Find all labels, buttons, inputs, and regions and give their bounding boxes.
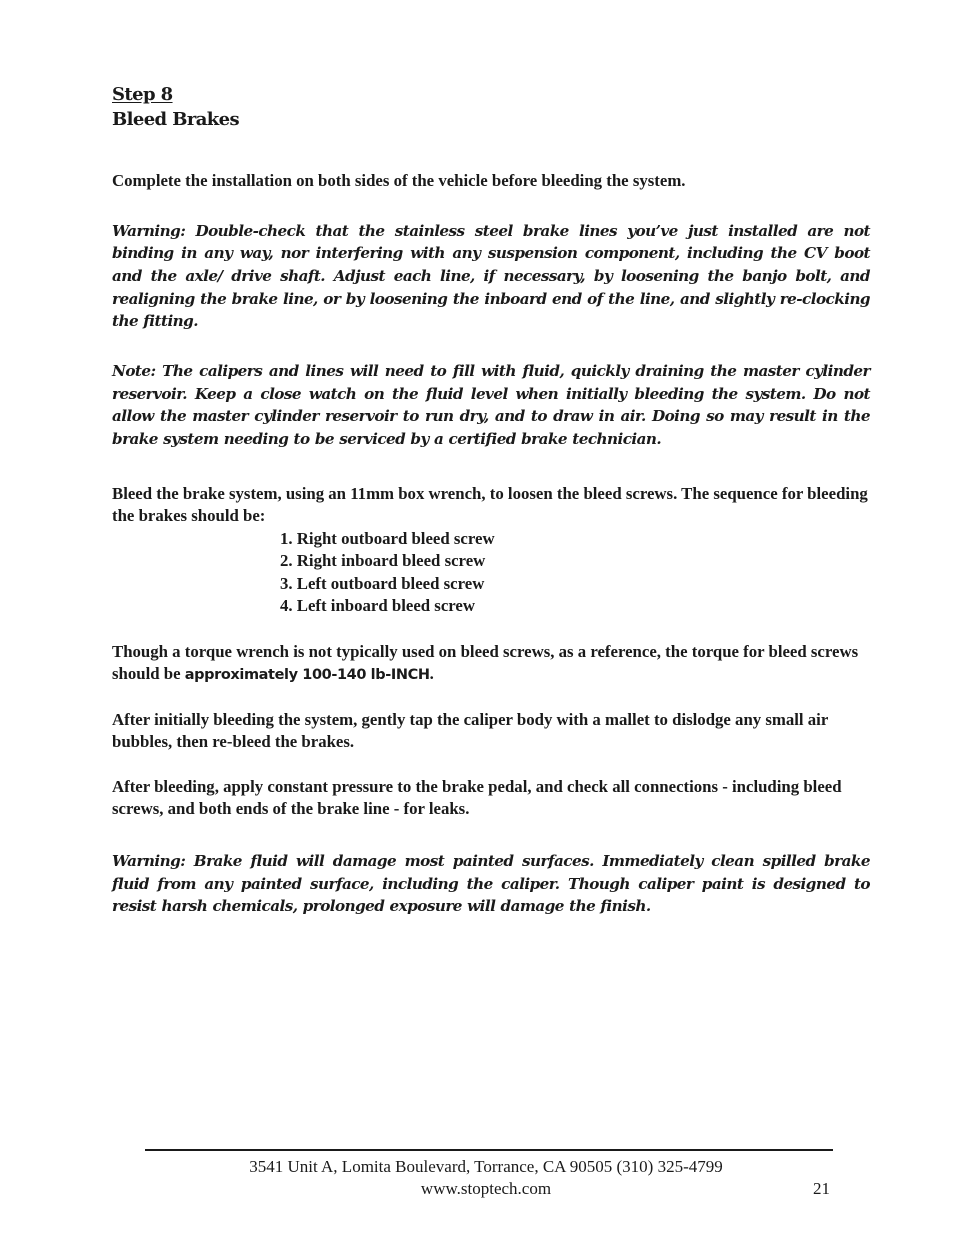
step-number: Step 8 [112,84,173,105]
intro-paragraph: Complete the installation on both sides of the vehicle before bleeding the system. [112,171,686,190]
torque-end: . [429,664,434,684]
brake-fluid-warning: Warning: Brake fluid will damage most painted surfaces. Immediately clean spilled brake fluid from any painted surface, including the caliper. Though caliper paint is designed to resist harsh chemicals, prolonged exposure will damage the finish. [112,851,870,916]
footer-website: www.stoptech.com [420,1179,552,1198]
bleed-sequence-list [112,528,870,618]
footer-address: 3541 Unit A, Lomita Boulevard, Torrance, CA 90505 (310) 325-4799 [249,1157,723,1176]
brake-line-warning: Warning: Double-check that the stainless steel brake lines you’ve just installed are not binding in any way, nor interfering with any suspension component, including the CV boot and the axle/ drive shaft. Adjust each line, if necessary, by loosening the banjo bolt, and realigning the brake line, or by loosening the inboard end of the line, and slightly re-clocking the fitting. [112,221,870,331]
tap-caliper-paragraph: After initially bleeding the system, gently tap the caliper body with a mallet to dislodge any small air bubbles, then re-bleed the brakes. [112,709,828,752]
torque-text: Though a torque wrench is not typically used on bleed screws, as a reference, the torque for bleed screws should be [112,641,859,684]
bleed-sequence-item: 2. Right inboard bleed screw [280,551,486,571]
page-number: 21 [813,1179,830,1198]
torque-paragraph [112,641,870,687]
bleed-sequence-item: 3. Left outboard bleed screw [280,573,485,593]
footer-divider [145,1149,833,1151]
bleed-sequence-item: 4. Left inboard bleed screw [280,596,475,616]
bleed-sequence-item: 1. Right outboard bleed screw [280,528,495,548]
fluid-level-note: Note: The calipers and lines will need to fill with fluid, quickly draining the master cylinder reservoir. Keep a close watch on the fluid level when initially bleeding the system. Do not allow the master cylinder reservoir to run dry, and to draw in air. Doing so may result in the brake system needing to be serviced by a certified brake technician. [112,362,870,449]
torque-value: approximately 100-140 lb-INCH [184,667,430,684]
bleed-instruction: Bleed the brake system, using an 11mm box wrench, to loosen the bleed screws. The sequence for bleeding the brakes should be: [112,483,868,526]
page-content [112,82,870,918]
step-title: Bleed Brakes [112,109,240,130]
check-leaks-paragraph: After bleeding, apply constant pressure to the brake pedal, and check all connections - including bleed screws, and both ends of the brake line - for leaks. [112,776,842,819]
